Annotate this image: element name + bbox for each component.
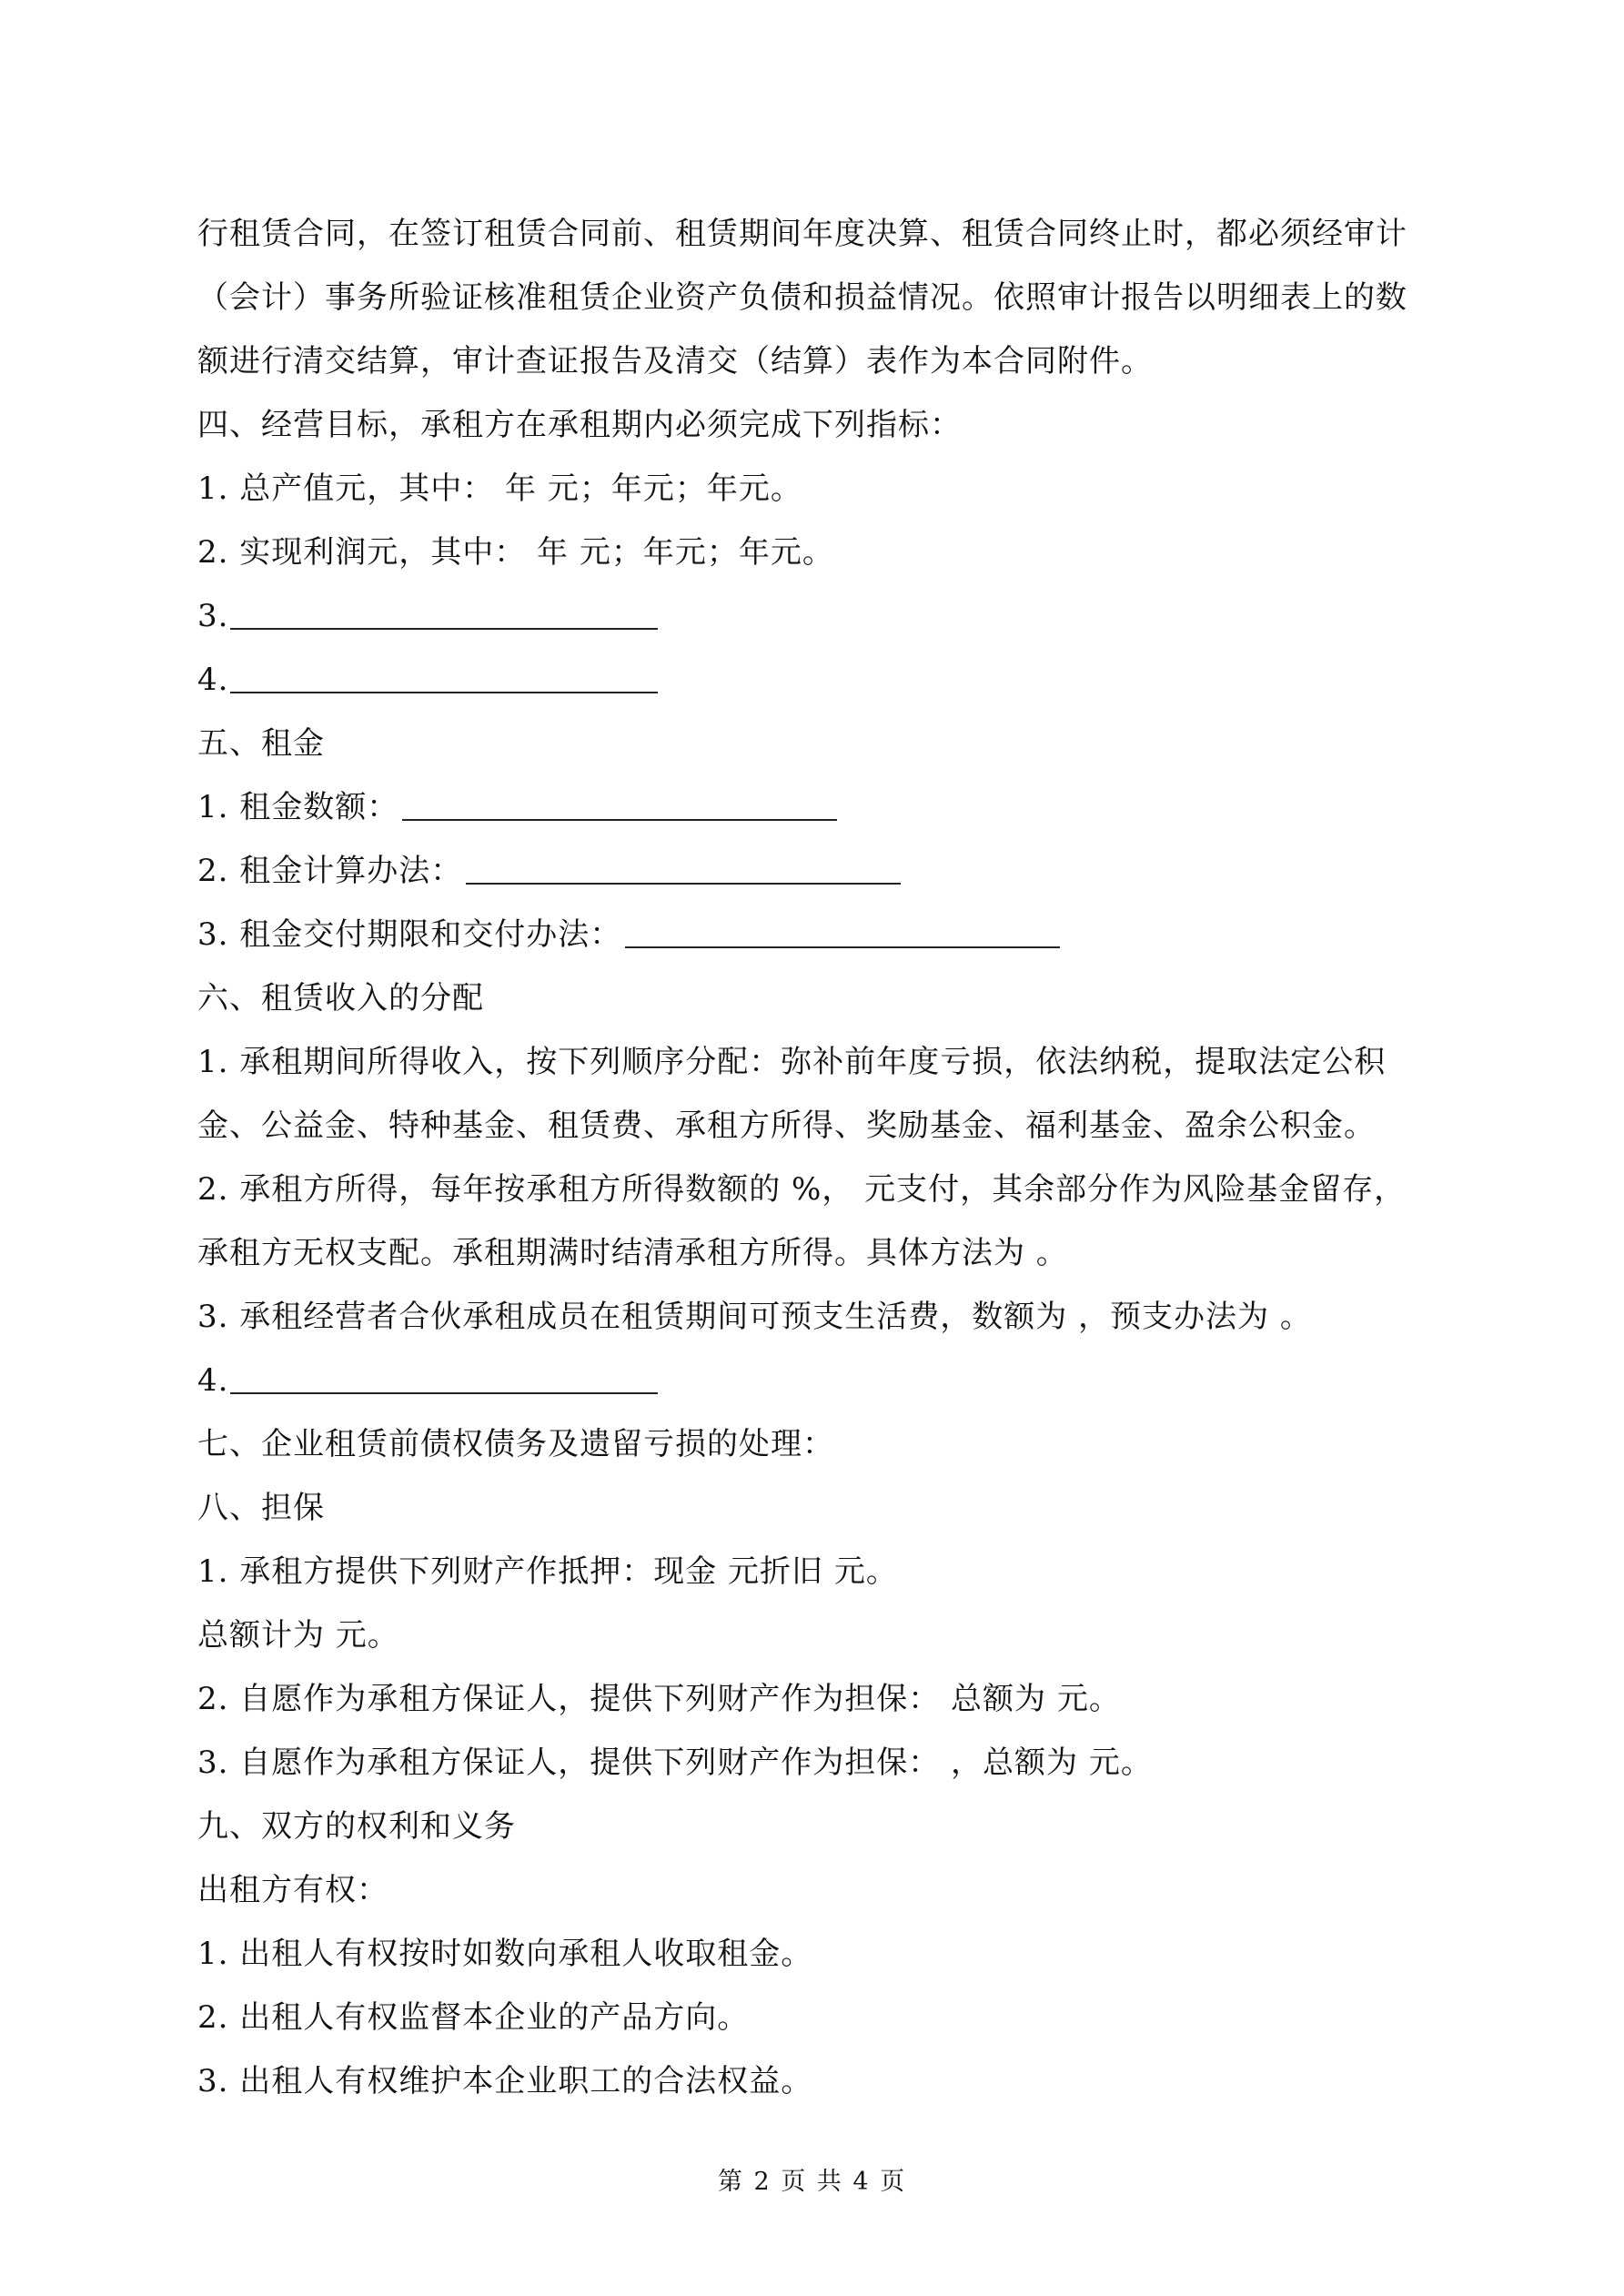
line-text: 2. 出租人有权监督本企业的产品方向。 [197,1999,750,2036]
line-text: 2. 自愿作为承租方保证人，提供下列财产作为担保： 总额为 元。 [197,1681,1121,1717]
paragraph-line [197,1858,1435,1922]
fill-in-blank [230,655,658,693]
line-text: 1. 承租方提供下列财产作抵押：现金 元折旧 元。 [197,1553,898,1590]
list-item [197,648,1435,712]
page-footer [0,2161,1624,2197]
paragraph-line [197,1030,1435,1094]
line-text: 六、租赁收入的分配 [197,980,484,1017]
line-text: 3. [197,598,229,634]
list-item [197,1922,1435,1986]
list-item [197,903,1435,966]
line-text: （会计）事务所验证核准租赁企业资产负债和损益情况。依照审计报告以明细表上的数 [197,279,1407,316]
list-item [197,775,1435,839]
list-item [197,1731,1435,1795]
line-text: 1. 出租人有权按时如数向承租人收取租金。 [197,1936,813,1972]
section-heading [197,712,1435,775]
line-text: 3. 出租人有权维护本企业职工的合法权益。 [197,2063,813,2099]
fill-in-blank [230,1356,658,1394]
line-text: 五、租金 [197,725,325,762]
section-heading [197,966,1435,1030]
line-text: 3. 承租经营者合伙承租成员在租赁期间可预支生活费，数额为 ，预支办法为 。 [197,1299,1312,1335]
line-text: 额进行清交结算，审计查证报告及清交（结算）表作为本合同附件。 [197,343,1153,379]
line-text: 承租方无权支配。承租期满时结清承租方所得。具体方法为 。 [197,1235,1068,1271]
page-number: 第 2 页 共 4 页 [717,2168,907,2196]
line-text: 总额计为 元。 [197,1617,399,1654]
section-heading [197,1795,1435,1858]
paragraph-line [197,1094,1435,1158]
section-heading [197,1412,1435,1476]
section-heading [197,1476,1435,1540]
list-item [197,1349,1435,1412]
line-text: 四、经营目标，承租方在承租期内必须完成下列指标： [197,407,962,443]
line-text: 七、企业租赁前债权债务及遗留亏损的处理： [197,1426,834,1462]
paragraph-line [197,266,1435,329]
line-text: 1. 总产值元，其中： 年 元；年元；年元。 [197,470,802,507]
paragraph-line [197,1603,1435,1667]
list-item [197,1540,1435,1603]
section-heading [197,393,1435,457]
line-text: 2. 承租方所得，每年按承租方所得数额的 %， 元支付，其余部分作为风险基金留存， [197,1171,1407,1208]
list-item [197,1667,1435,1731]
paragraph-line [197,1285,1435,1349]
line-text: 2. 实现利润元，其中： 年 元；年元；年元。 [197,534,834,571]
paragraph-line [197,1158,1435,1221]
fill-in-blank [402,783,837,821]
line-text: 3. 租金交付期限和交付办法： [197,916,622,953]
line-text: 2. 租金计算办法： [197,853,463,889]
line-text: 1. 租金数额： [197,789,399,825]
paragraph-line [197,202,1435,266]
list-item [197,457,1435,521]
document-body [197,202,1435,2113]
line-text: 3. 自愿作为承租方保证人，提供下列财产作为担保： ，总额为 元。 [197,1745,1153,1781]
list-item [197,521,1435,584]
fill-in-blank [466,846,901,885]
line-text: 金、公益金、特种基金、租赁费、承租方所得、奖励基金、福利基金、盈余公积金。 [197,1108,1376,1144]
fill-in-blank [230,592,658,630]
line-text: 1. 承租期间所得收入，按下列顺序分配：弥补前年度亏损，依法纳税，提取法定公积 [197,1044,1387,1080]
list-item [197,839,1435,903]
fill-in-blank [625,910,1060,948]
list-item [197,1986,1435,2049]
line-text: 九、双方的权利和义务 [197,1808,516,1845]
line-text: 行租赁合同，在签订租赁合同前、租赁期间年度决算、租赁合同终止时，都必须经审计 [197,216,1407,252]
list-item [197,584,1435,648]
list-item [197,2049,1435,2113]
line-text: 4. [197,662,229,698]
paragraph-line [197,329,1435,393]
line-text: 八、担保 [197,1490,325,1526]
line-text: 出租方有权： [197,1872,388,1908]
line-text: 4. [197,1362,229,1399]
paragraph-line [197,1221,1435,1285]
